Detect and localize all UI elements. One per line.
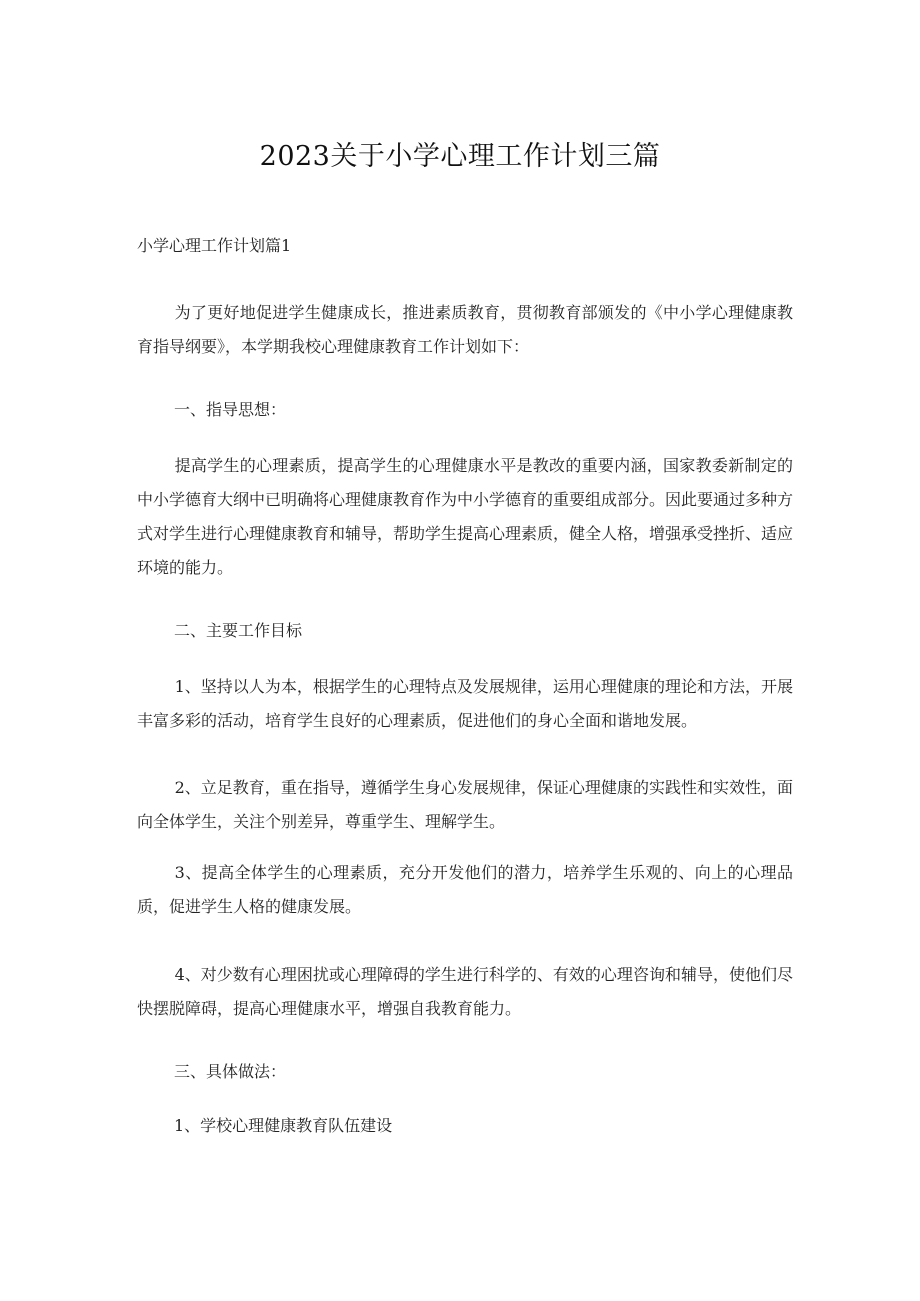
guiding-ideology-paragraph: 提高学生的心理素质，提高学生的心理健康水平是教改的重要内涵，国家教委新制定的中小学德育大纲中已明确将心理健康教育作为中小学德育的重要组成部分。因此要通过多种方式对学生进行心理健康教育和辅导，帮助学生提高心理素质，健全人格，增强承受挫折、适应环境的能力。: [137, 456, 794, 577]
practice-item-1: 1、学校心理健康教育队伍建设: [174, 1116, 393, 1135]
goal-paragraph-3: 3、提高全体学生的心理素质，充分开发他们的潜力，培养学生乐观的、向上的心理品质，促进学生人格的健康发展。: [137, 863, 793, 916]
section-heading-main-goals: 二、主要工作目标: [174, 621, 303, 640]
document-subtitle: 小学心理工作计划篇1: [137, 236, 292, 255]
document-title: 2023关于小学心理工作计划三篇: [259, 141, 661, 172]
goal-paragraph-4: 4、对少数有心理困扰或心理障碍的学生进行科学的、有效的心理咨询和辅导，使他们尽快摆脱障碍，提高心理健康水平，增强自我教育能力。: [137, 965, 793, 1018]
goal-paragraph-1: 1、坚持以人为本，根据学生的心理特点及发展规律，运用心理健康的理论和方法，开展丰富多彩的活动，培育学生良好的心理素质，促进他们的身心全面和谐地发展。: [137, 677, 793, 730]
goal-paragraph-2: 2、立足教育，重在指导，遵循学生身心发展规律，保证心理健康的实践性和实效性，面向全体学生，关注个别差异，尊重学生、理解学生。: [137, 778, 793, 831]
section-heading-specific-practices: 三、具体做法：: [174, 1062, 287, 1081]
section-heading-guiding-ideology: 一、指导思想：: [174, 400, 287, 419]
intro-paragraph: 为了更好地促进学生健康成长，推进素质教育，贯彻教育部颁发的《中小学心理健康教育指导纲要》，本学期我校心理健康教育工作计划如下：: [137, 303, 793, 356]
